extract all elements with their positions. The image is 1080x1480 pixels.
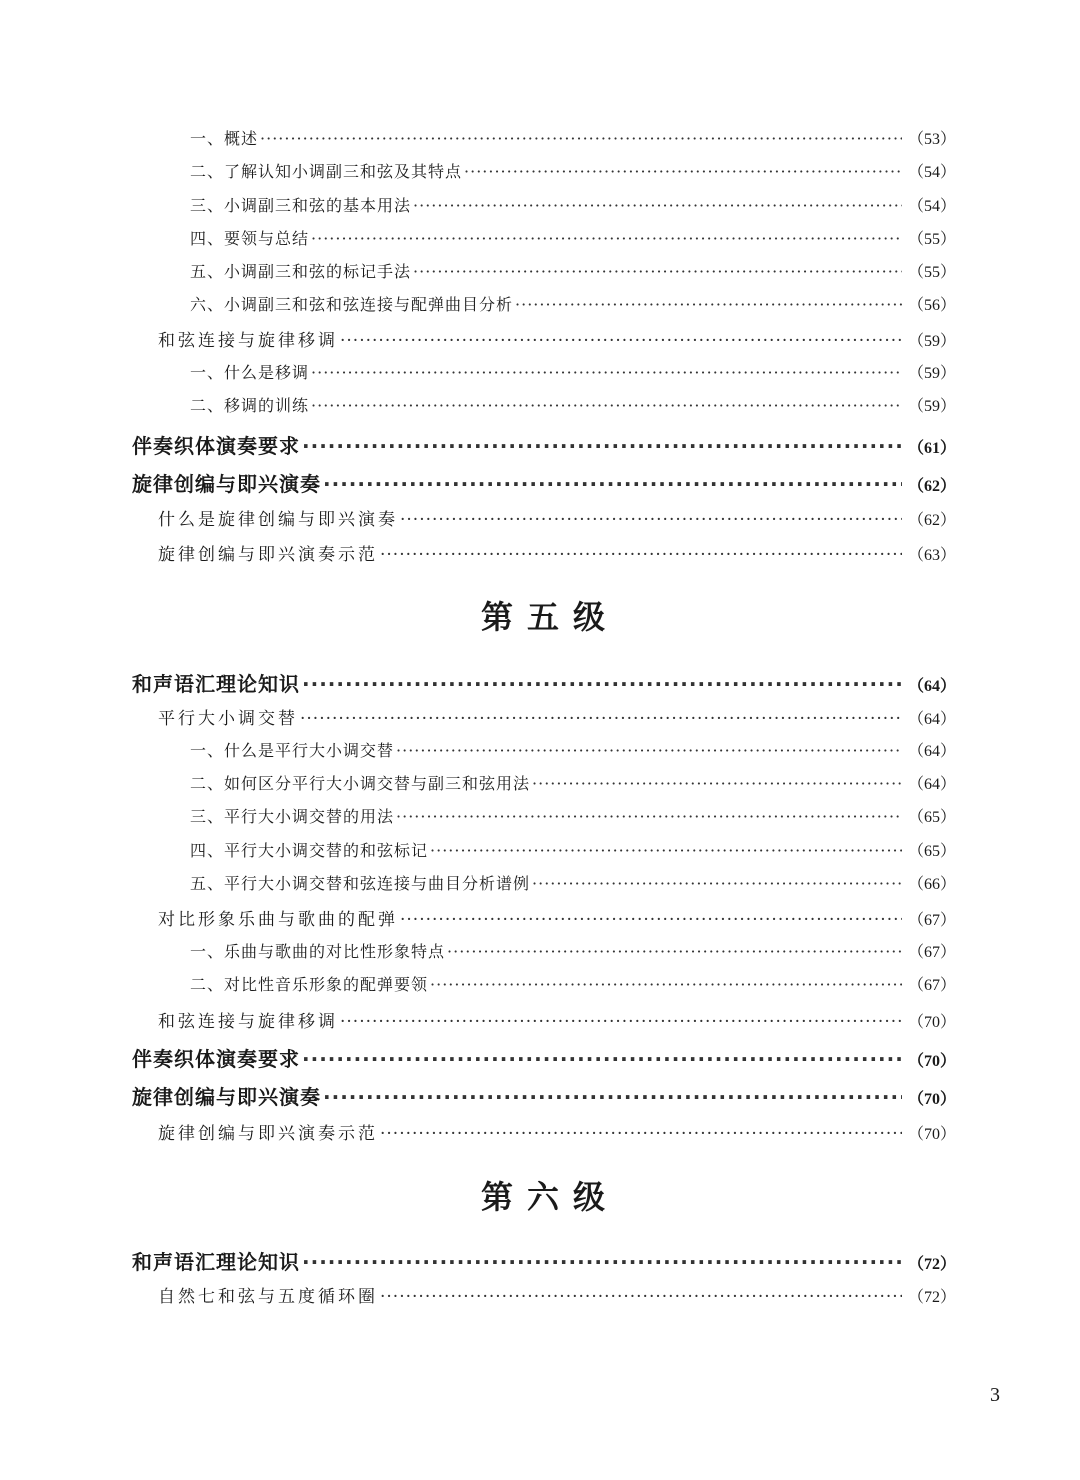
toc-entry[interactable]	[190, 159, 956, 182]
toc-entry-title: 四、平行大小调交替的和弦标记	[190, 841, 429, 860]
toc-entry-title: 一、乐曲与歌曲的对比性形象特点	[190, 942, 446, 961]
toc-entry-page: （59）	[907, 333, 956, 350]
toc-entry-page: （70）	[907, 1091, 956, 1108]
dot-leader	[430, 841, 902, 860]
toc-entry-title: 旋律创编与即兴演奏	[132, 1085, 321, 1109]
toc-entry-page: （59）	[907, 365, 956, 382]
toc-entry[interactable]	[132, 1246, 956, 1275]
toc-entry-page: （67）	[907, 944, 956, 961]
toc-entry[interactable]	[158, 540, 956, 565]
toc-entry-title: 旋律创编与即兴演奏示范	[158, 1124, 378, 1144]
dot-leader	[447, 942, 902, 961]
dot-leader	[340, 1012, 902, 1032]
toc-entry-title: 一、概述	[190, 129, 259, 148]
toc-entry-page: （54）	[907, 198, 956, 215]
toc-entry-title: 旋律创编与即兴演奏示范	[158, 545, 378, 565]
toc-entry-title: 自然七和弦与五度循环圈	[158, 1287, 378, 1307]
dot-leader	[302, 1250, 902, 1274]
toc-entry-title: 二、对比性音乐形象的配弹要领	[190, 975, 429, 994]
toc-entry-title: 和弦连接与旋律移调	[158, 331, 338, 351]
dot-leader	[380, 1287, 902, 1307]
toc-entry-title: 什么是旋律创编与即兴演奏	[158, 510, 398, 530]
dot-leader	[400, 510, 902, 530]
toc-entry-page: （65）	[907, 843, 956, 860]
section-heading: 第六级	[480, 1178, 619, 1216]
toc-entry-title: 伴奏织体演奏要求	[132, 1047, 300, 1071]
toc-entry-title: 二、移调的训练	[190, 396, 310, 415]
toc-entry-page: （64）	[907, 743, 956, 760]
toc-entry[interactable]	[132, 1081, 956, 1110]
toc-entry-title: 二、如何区分平行大小调交替与副三和弦用法	[190, 774, 531, 793]
dot-leader	[300, 709, 902, 729]
toc-entry-page: （67）	[907, 912, 956, 929]
toc-entry-title: 和声语汇理论知识	[132, 1250, 300, 1274]
toc-entry-title: 对比形象乐曲与歌曲的配弹	[158, 910, 398, 930]
toc-entry-page: （59）	[907, 398, 956, 415]
toc-entry-page: （70）	[907, 1126, 956, 1143]
dot-leader	[380, 545, 902, 565]
dot-leader	[311, 229, 902, 248]
toc-entry-page: （63）	[907, 547, 956, 564]
toc-entry[interactable]	[132, 430, 956, 459]
toc-entry-title: 伴奏织体演奏要求	[132, 434, 300, 458]
dot-leader	[413, 262, 902, 281]
toc-entry-title: 四、要领与总结	[190, 229, 310, 248]
dot-leader	[302, 672, 902, 696]
dot-leader	[302, 1047, 902, 1071]
dot-leader	[260, 129, 902, 148]
toc-entry[interactable]	[132, 1043, 956, 1072]
toc-entry-title: 三、小调副三和弦的基本用法	[190, 196, 412, 215]
toc-entry-page: （65）	[907, 809, 956, 826]
toc-entry-title: 平行大小调交替	[158, 709, 298, 729]
toc-entry-page: （56）	[907, 297, 956, 314]
dot-leader	[396, 741, 902, 760]
toc-entry-page: （53）	[907, 131, 956, 148]
toc-entry-page: （66）	[907, 876, 956, 893]
toc-entry[interactable]	[158, 326, 956, 351]
toc-entry-page: （67）	[907, 977, 956, 994]
toc-entry-title: 和弦连接与旋律移调	[158, 1012, 338, 1032]
dot-leader	[380, 1124, 902, 1144]
toc-entry[interactable]	[190, 292, 956, 315]
toc-entry-page: （70）	[907, 1053, 956, 1070]
dot-leader	[532, 874, 902, 893]
toc-entry-title: 旋律创编与即兴演奏	[132, 472, 321, 496]
toc-entry-title: 二、了解认知小调副三和弦及其特点	[190, 162, 463, 181]
toc-entry-page: （64）	[907, 776, 956, 793]
toc-entry-page: （62）	[907, 512, 956, 529]
toc-entry-page: （72）	[907, 1256, 956, 1273]
toc-entry[interactable]	[158, 1119, 956, 1144]
dot-leader	[323, 472, 902, 496]
toc-entry-page: （70）	[907, 1014, 956, 1031]
toc-entry-page: （54）	[907, 164, 956, 181]
toc-entry[interactable]	[158, 905, 956, 930]
toc-entry[interactable]	[158, 505, 956, 530]
toc-entry-page: （64）	[907, 678, 956, 695]
dot-leader	[430, 975, 902, 994]
toc-entry-title: 六、小调副三和弦和弦连接与配弹曲目分析	[190, 295, 514, 314]
toc-entry-page: （55）	[907, 264, 956, 281]
toc-entry[interactable]	[190, 771, 956, 794]
toc-entry[interactable]	[190, 193, 956, 216]
dot-leader	[515, 295, 902, 314]
toc-entry[interactable]	[132, 468, 956, 497]
toc-entry[interactable]	[190, 939, 956, 962]
toc-entry-title: 和声语汇理论知识	[132, 672, 300, 696]
toc-entry-title: 五、平行大小调交替和弦连接与曲目分析谱例	[190, 874, 531, 893]
toc-entry[interactable]	[190, 259, 956, 282]
toc-entry-page: （61）	[907, 440, 956, 457]
toc-entry[interactable]	[132, 668, 956, 697]
dot-leader	[340, 331, 902, 351]
toc-entry-title: 三、平行大小调交替的用法	[190, 807, 395, 826]
toc-entry-title: 五、小调副三和弦的标记手法	[190, 262, 412, 281]
dot-leader	[400, 910, 902, 930]
dot-leader	[323, 1085, 902, 1109]
dot-leader	[396, 807, 902, 826]
dot-leader	[413, 196, 902, 215]
toc-entry[interactable]	[190, 972, 956, 995]
page-number: 3	[990, 1384, 1000, 1406]
toc-entry[interactable]	[190, 393, 956, 416]
toc-entry[interactable]	[190, 738, 956, 761]
toc-entry-page: （64）	[907, 711, 956, 728]
toc-entry[interactable]	[190, 360, 956, 383]
toc-entry-page: （62）	[907, 478, 956, 495]
toc-entry-title: 一、什么是平行大小调交替	[190, 741, 395, 760]
toc-entry-page: （55）	[907, 231, 956, 248]
toc-entry[interactable]	[190, 838, 956, 861]
toc-entry[interactable]	[158, 1007, 956, 1032]
toc-entry[interactable]	[190, 126, 956, 149]
toc-entry-title: 一、什么是移调	[190, 363, 310, 382]
dot-leader	[302, 434, 902, 458]
toc-entry-page: （72）	[907, 1289, 956, 1306]
toc-entry[interactable]	[158, 1282, 956, 1307]
toc-entry[interactable]	[190, 804, 956, 827]
dot-leader	[311, 396, 902, 415]
toc-entry[interactable]	[190, 226, 956, 249]
toc-entry[interactable]	[158, 704, 956, 729]
dot-leader	[464, 162, 902, 181]
section-heading: 第五级	[480, 598, 619, 636]
dot-leader	[532, 774, 902, 793]
dot-leader	[311, 363, 902, 382]
toc-entry[interactable]	[190, 871, 956, 894]
